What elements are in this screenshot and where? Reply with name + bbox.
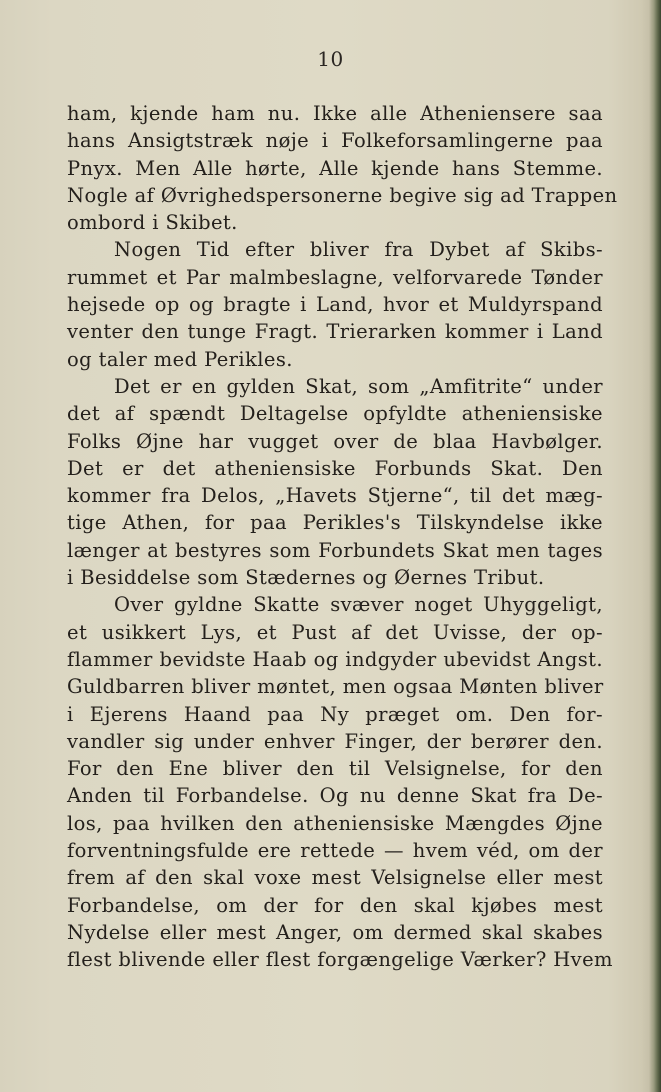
- page-number: 10: [317, 47, 344, 71]
- text-line: Det er det atheniensiske Forbunds Skat. Den: [67, 456, 603, 480]
- text-line: et usikkert Lys, et Pust af det Uvisse, der op-: [67, 620, 603, 644]
- text-line: hans Ansigtstræk nøje i Folkeforsamlingerne paa: [67, 129, 603, 153]
- text-line: Forbandelse, om der for den skal kjøbes mest: [67, 893, 603, 917]
- text-line: flest blivende eller flest forgængelige Værker? Hvem: [67, 948, 613, 972]
- body-text: [67, 100, 618, 974]
- text-line: vandler sig under enhver Finger, der berører den.: [67, 729, 603, 753]
- text-line: Nydelse eller mest Anger, om dermed skal skabes: [67, 920, 603, 944]
- text-line: Anden til Forbandelse. Og nu denne Skat fra De-: [67, 784, 603, 808]
- text-line: venter den tunge Fragt. Trierarken kommer i Land: [67, 320, 603, 344]
- text-line: rummet et Par malmbeslagne, velforvarede Tønder: [67, 265, 603, 289]
- text-line: Nogle af Øvrighedspersonerne begive sig ad Trappen: [67, 183, 618, 207]
- text-line: forventningsfulde ere rettede — hvem véd, om der: [67, 839, 603, 863]
- page-edge-shadow: [649, 0, 661, 1092]
- text-line: længer at bestyres som Forbundets Skat men tages: [67, 538, 603, 562]
- text-line: Nogen Tid efter bliver fra Dybet af Skibs-: [114, 238, 603, 262]
- text-line: kommer fra Delos, „Havets Stjerne“, til det mæg-: [67, 484, 603, 508]
- text-line: Over gyldne Skatte svæver noget Uhyggeligt,: [114, 593, 603, 617]
- text-line: ham, kjende ham nu. Ikke alle Atheniensere saa: [67, 102, 603, 125]
- text-line: frem af den skal voxe mest Velsignelse eller mest: [67, 866, 603, 890]
- text-line: Folks Øjne har vugget over de blaa Havbølger.: [67, 429, 603, 453]
- text-line: i Besiddelse som Stædernes og Øernes Tribut.: [67, 566, 545, 590]
- text-line: For den Ene bliver den til Velsignelse, for den: [67, 757, 603, 781]
- text-line: Pnyx. Men Alle hørte, Alle kjende hans Stemme.: [67, 156, 603, 180]
- text-line: hejsede op og bragte i Land, hvor et Muldyrspand: [67, 293, 603, 317]
- text-line: i Ejerens Haand paa Ny præget om. Den for-: [67, 702, 603, 726]
- text-line: flammer bevidste Haab og indgyder ubevidst Angst.: [67, 647, 603, 671]
- text-line: det af spændt Deltagelse opfyldte atheniensiske: [67, 402, 603, 426]
- text-line: ombord i Skibet.: [67, 211, 238, 235]
- text-line: los, paa hvilken den atheniensiske Mængdes Øjne: [67, 811, 603, 835]
- text-line: Guldbarren bliver møntet, men ogsaa Mønten bliver: [67, 675, 604, 699]
- text-line: tige Athen, for paa Perikles's Tilskyndelse ikke: [67, 511, 603, 535]
- text-line: og taler med Perikles.: [67, 347, 293, 371]
- text-line: Det er en gylden Skat, som „Amfitrite“ under: [114, 374, 603, 398]
